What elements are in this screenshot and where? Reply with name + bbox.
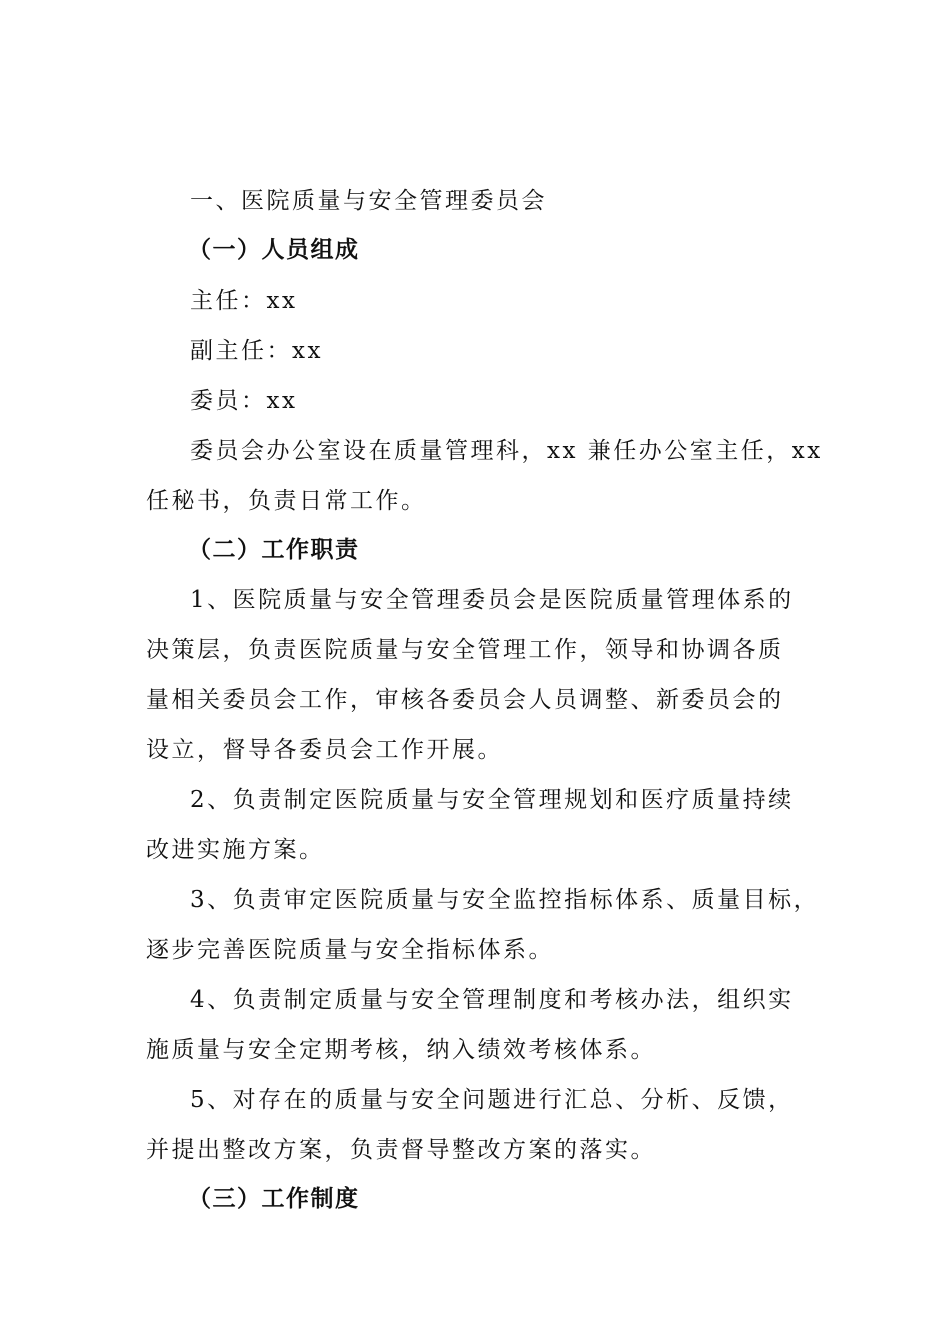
deputy-director-line: 副主任：xx — [190, 338, 323, 364]
duty-item3-line2: 逐步完善医院质量与安全指标体系。 — [146, 937, 554, 963]
duty-item1-line2: 决策层，负责医院质量与安全管理工作，领导和协调各质 — [146, 637, 784, 663]
duty-item4-line1: 4、负责制定质量与安全管理制度和考核办法，组织实 — [190, 987, 794, 1013]
director-line: 主任：xx — [190, 288, 298, 314]
duty-item1-line4: 设立，督导各委员会工作开展。 — [146, 737, 503, 763]
duty-item1-line1: 1、医院质量与安全管理委员会是医院质量管理体系的 — [190, 587, 794, 613]
duty-item4-line2: 施质量与安全定期考核，纳入绩效考核体系。 — [146, 1037, 656, 1063]
duty-item5-line2: 并提出整改方案，负责督导整改方案的落实。 — [146, 1137, 656, 1163]
duty-item1-line3: 量相关委员会工作，审核各委员会人员调整、新委员会的 — [146, 687, 784, 713]
office-paragraph-line1: 委员会办公室设在质量管理科，xx 兼任办公室主任，xx — [190, 438, 823, 464]
duty-item3-line1: 3、负责审定医院质量与安全监控指标体系、质量目标， — [190, 887, 820, 913]
duty-item2-line1: 2、负责制定医院质量与安全管理规划和医疗质量持续 — [190, 787, 794, 813]
section1-heading: （一）人员组成 — [188, 236, 360, 263]
section3-heading: （三）工作制度 — [188, 1185, 360, 1212]
duty-item2-line2: 改进实施方案。 — [146, 837, 325, 863]
duty-item5-line1: 5、对存在的质量与安全问题进行汇总、分析、反馈， — [190, 1087, 794, 1113]
member-line: 委员：xx — [190, 388, 298, 414]
document-title: 一、医院质量与安全管理委员会 — [190, 188, 547, 214]
section2-heading: （二）工作职责 — [188, 536, 360, 563]
office-paragraph-line2: 任秘书，负责日常工作。 — [146, 488, 427, 514]
